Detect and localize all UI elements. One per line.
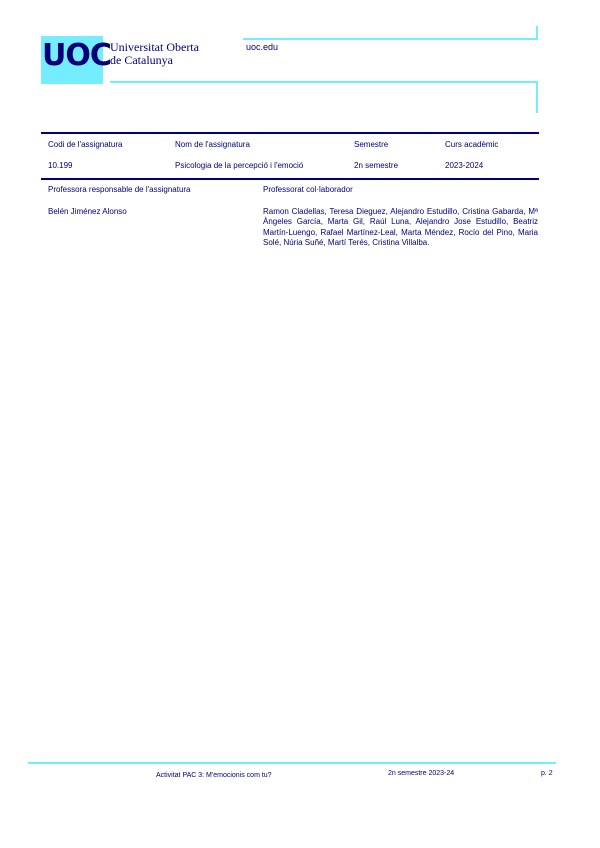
- footer-rule: [28, 762, 556, 764]
- value-semester: 2n semestre: [354, 161, 399, 170]
- footer-activity: Activitat PAC 3: M'emocionis com tu?: [156, 772, 272, 779]
- header-rule-vertical-top: [536, 26, 538, 40]
- header-academic-year: Curs acadèmic: [445, 140, 499, 149]
- logo-text: UOC: [42, 38, 111, 73]
- website-link[interactable]: uoc.edu: [246, 42, 279, 52]
- university-name-line2: de Catalunya: [110, 53, 173, 67]
- collaborators-list: Ramon Cladellas, Teresa Dieguez, Alejandro Estudillo, Cristina Gabarda, Mª Àngeles García, Marta Gil, Raúl Luna, Alejandro Jose Estudillo, Beatriz Martín-Luengo, Rafael Martínez-Leal, Marta Méndez, Rocío del Pino, Maria Solé, Núria Suñé, Martí Terés, Cristina Villalba.: [263, 207, 538, 248]
- responsible-label: Professora responsable de l'assignatura: [48, 185, 191, 194]
- table-rule-top: [41, 132, 539, 134]
- responsible-name: Belén Jiménez Alonso: [48, 207, 127, 216]
- footer-page-number: p. 2: [541, 770, 553, 777]
- header-rule-vertical-bottom: [536, 81, 538, 113]
- value-academic-year: 2023-2024: [445, 161, 484, 170]
- university-name-line1: Universitat Oberta: [110, 40, 199, 54]
- value-course-code: 10.199: [48, 161, 73, 170]
- header-course-name: Nom de l'assignatura: [175, 140, 250, 149]
- value-course-name: Psicologia de la percepció i l'emoció: [175, 161, 304, 170]
- footer-semester: 2n semestre 2023-24: [388, 770, 455, 777]
- header-course-code: Codi de l'assignatura: [48, 140, 123, 149]
- table-rule-bottom: [41, 178, 539, 180]
- header-rule-top: [243, 38, 538, 40]
- header-semester: Semestre: [354, 140, 389, 149]
- collaborators-label: Professorat col·laborador: [263, 185, 353, 194]
- header-rule-bottom: [110, 81, 538, 83]
- uoc-logo: [41, 36, 111, 84]
- university-name: [110, 41, 199, 67]
